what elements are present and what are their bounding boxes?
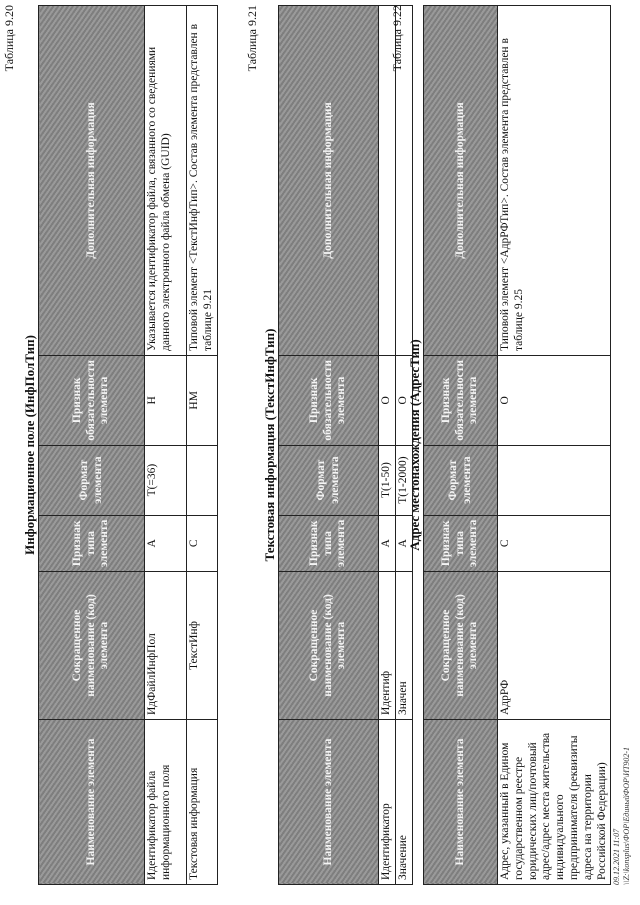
header-cell: Формат элемента bbox=[39, 445, 145, 515]
table-cell: Значение bbox=[395, 720, 412, 885]
table-cell: О bbox=[395, 356, 412, 446]
header-cell: Сокращенное наименование (код) элемента bbox=[39, 572, 145, 720]
table-cell: Т(1-2000) bbox=[395, 445, 412, 515]
table-9-20-label: Таблица 9.20 bbox=[2, 5, 16, 72]
header-cell: Наименование элемента bbox=[279, 720, 379, 885]
header-cell: Дополнительная информация bbox=[279, 6, 379, 356]
header-cell: Признак типа элемента bbox=[279, 515, 379, 571]
footer-date: 09.12.2021 11:07 bbox=[612, 828, 621, 885]
header-cell: Наименование элемента bbox=[39, 720, 145, 885]
table-cell: Текстовая информация bbox=[187, 720, 218, 885]
table-cell: Типовой элемент <ТекстИнфТип>. Состав элемента представлен в таблице 9.21 bbox=[187, 6, 218, 356]
table-cell: А bbox=[379, 515, 396, 571]
table-cell: Указывается идентификатор файла, связанного со сведениями данного электронного файла обмена (GUID) bbox=[145, 6, 187, 356]
table-cell: Идентиф bbox=[379, 572, 396, 720]
table-9-22-label: Таблица 9.22 bbox=[390, 5, 404, 72]
table-row bbox=[145, 6, 187, 885]
table-9-22 bbox=[423, 5, 611, 885]
table-cell: О bbox=[498, 356, 611, 446]
table-cell: О bbox=[379, 356, 396, 446]
table-row bbox=[187, 6, 218, 885]
header-cell: Наименование элемента bbox=[424, 720, 498, 885]
table-cell: С bbox=[498, 515, 611, 571]
header-cell: Формат элемента bbox=[279, 445, 379, 515]
table-cell: НМ bbox=[187, 356, 218, 446]
header-cell: Сокращенное наименование (код) элемента bbox=[279, 572, 379, 720]
table-header-row bbox=[424, 6, 498, 885]
table-cell: Идентификатор файла информационного поля bbox=[145, 720, 187, 885]
table-cell: ТекстИнф bbox=[187, 572, 218, 720]
table-cell: Значен bbox=[395, 572, 412, 720]
table-9-22-title: Адрес местонахождения (АдресТип) bbox=[407, 339, 422, 551]
table-row bbox=[498, 6, 611, 885]
table-cell: Т(1-50) bbox=[379, 445, 396, 515]
header-cell: Формат элемента bbox=[424, 445, 498, 515]
table-cell: Типовой элемент <АдрРФТип>. Состав элемента представлен в таблице 9.25 bbox=[498, 6, 611, 356]
header-cell: Дополнительная информация bbox=[39, 6, 145, 356]
header-cell: Признак типа элемента bbox=[424, 515, 498, 571]
table-cell: ИдФайлИнфПол bbox=[145, 572, 187, 720]
table-9-21 bbox=[278, 5, 413, 885]
footer-stamp bbox=[612, 747, 631, 885]
table-cell: А bbox=[145, 515, 187, 571]
footer-path: \\Z:\konsplus\ФОР\ЕдиныйФОР\ИТ902-1 bbox=[621, 746, 631, 885]
table-cell bbox=[498, 445, 611, 515]
header-cell: Признак типа элемента bbox=[39, 515, 145, 571]
table-cell: С bbox=[187, 515, 218, 571]
table-row bbox=[379, 6, 396, 885]
table-cell bbox=[187, 445, 218, 515]
table-header-row bbox=[39, 6, 145, 885]
table-9-21-label: Таблица 9.21 bbox=[245, 5, 259, 72]
header-cell: Признак обязательности элемента bbox=[424, 356, 498, 446]
table-9-20-title: Информационное поле (ИнфПолТип) bbox=[22, 335, 37, 555]
table-cell: Н bbox=[145, 356, 187, 446]
table-cell: Т(=36) bbox=[145, 445, 187, 515]
table-9-21-title: Текстовая информация (ТекстИнфТип) bbox=[262, 328, 277, 562]
header-cell: Признак обязательности элемента bbox=[279, 356, 379, 446]
table-cell: Адрес, указанный в Едином государственном реестре юридических лиц/почтовый адрес/адрес места жительства индивидуального предпринимателя (реквизиты адреса на территории Российской Федерации) bbox=[498, 720, 611, 885]
table-cell: А bbox=[395, 515, 412, 571]
table-cell: АдрРФ bbox=[498, 572, 611, 720]
table-header-row bbox=[279, 6, 379, 885]
header-cell: Дополнительная информация bbox=[424, 6, 498, 356]
table-cell: Идентификатор bbox=[379, 720, 396, 885]
header-cell: Сокращенное наименование (код) элемента bbox=[424, 572, 498, 720]
header-cell: Признак обязательности элемента bbox=[39, 356, 145, 446]
table-9-20 bbox=[38, 5, 218, 885]
